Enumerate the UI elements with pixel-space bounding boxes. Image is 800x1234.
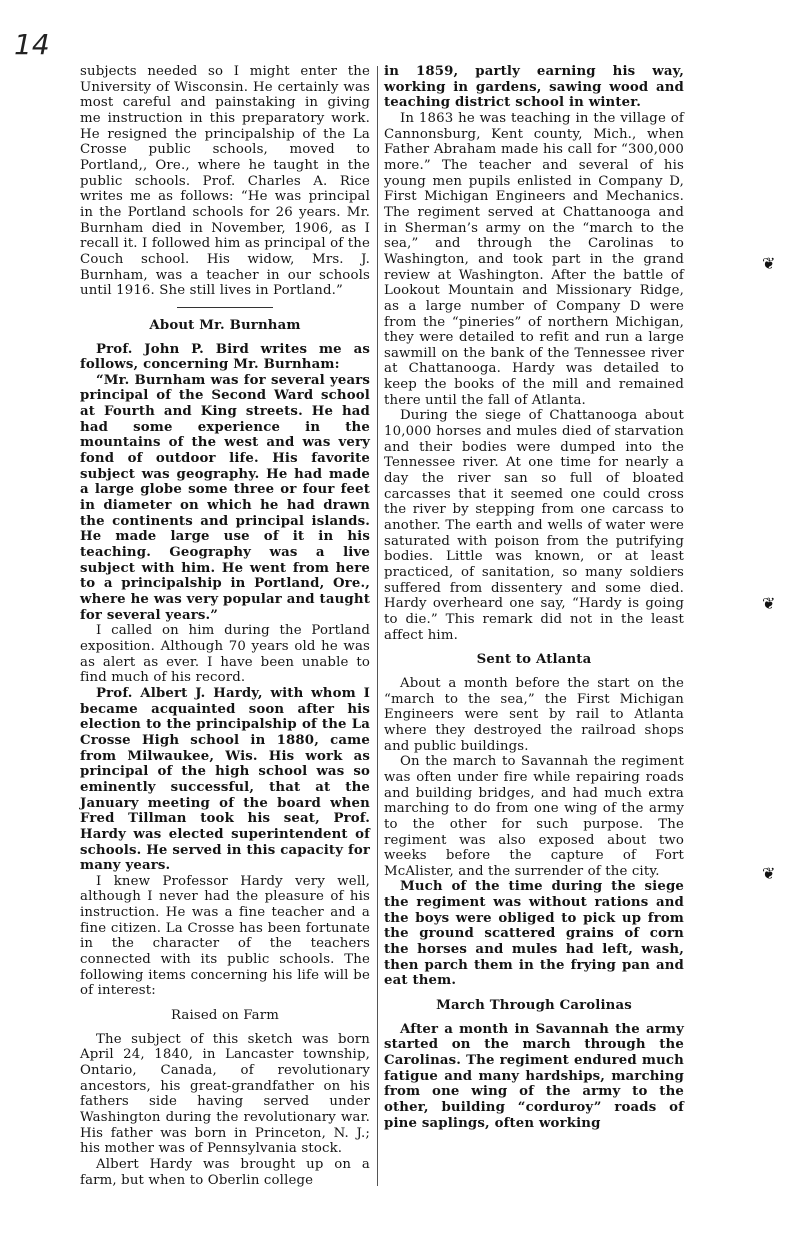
section-heading-march-through-carolinas: March Through Carolinas <box>436 998 632 1014</box>
paragraph: The subject of this sketch was born April 24, 1840, in Lancaster township, Ontario, Canada, of revolutionary ancestors, his great-grandfather on his fathers side having served under Washington during the revolutionary war. His father was born in Princeton, N. J.; his mother was of Pennsylvania stock. <box>80 1031 370 1157</box>
left-column <box>80 64 370 1188</box>
column-divider <box>377 66 378 1186</box>
paragraph: Albert Hardy was brought up on a farm, but when to Oberlin college <box>80 1156 370 1188</box>
section-heading-raised-on-farm: Raised on Farm <box>170 1008 280 1024</box>
paragraph: Prof. Albert J. Hardy, with whom I became acquainted soon after his election to the principalship of the La Crosse High school in 1880, came from Milwaukee, Wis. His work as principal of the high school was so eminently successful, that at the January meeting of the board when Fred Tillman took his seat, Prof. Hardy was elected superintendent of schools. He served in this capacity for many years. <box>80 685 370 874</box>
section-heading-about-mr-burnham: About Mr. Burnham <box>149 317 301 333</box>
page-number: 14 <box>14 28 50 61</box>
paragraph: I called on him during the Portland exposition. Although 70 years old he was as alert as ever. I have been unable to find much of his record. <box>80 623 370 686</box>
paragraph: in 1859, partly earning his way, working in gardens, sawing wood and teaching district school in winter. <box>384 64 684 111</box>
section-rule <box>177 307 273 308</box>
paragraph: About a month before the start on the “march to the sea,” the First Michigan Engineers were sent by rail to Atlanta where they destroyed the railroad shops and public buildings. <box>384 675 684 754</box>
margin-ornament-icon: ❦ <box>762 254 776 273</box>
paragraph: On the march to Savannah the regiment was often under fire while repairing roads and building bridges, and had much extra marching to do from one wing of the army to the other for such purpose. The regiment was also exposed about two weeks before the capture of Fort McAlister, and the surrender of the city. <box>384 754 684 879</box>
paragraph: In 1863 he was teaching in the village of Cannonsburg, Kent county, Mich., when Father Abraham made his call for “300,000 more.” The teacher and several of his young men pupils enlisted in Company D, First Michigan Engineers and Mechanics. The regiment served at Chattanooga and in Sherman’s army on the “march to the sea,” and through the Carolinas to Washington, and took part in the grand review at Washington. After the battle of Lookout Mountain and Missionary Ridge, as a large number of Company D were from the “pineries” of northern Michigan, they were detailed to refit and run a large sawmill on the bank of the Tennessee river at Chattanooga. Hardy was detailed to keep the books of the mill and remained there until the fall of Atlanta. <box>384 110 684 408</box>
section-heading-sent-to-atlanta: Sent to Atlanta <box>476 652 592 668</box>
paragraph: After a month in Savannah the army started on the march through the Carolinas. The regiment endured much fatigue and many hardships, marching from one wing of the army to the other, building “corduroy” roads of pine saplings, often working <box>384 1021 684 1131</box>
paragraph: I knew Professor Hardy very well, although I never had the pleasure of his instruction. He was a fine teacher and a fine citizen. La Crosse has been fortunate in the character of the teachers connected with its public schools. The following items concerning his life will be of interest: <box>80 873 370 999</box>
margin-ornament-icon: ❦ <box>762 594 776 613</box>
paragraph: subjects needed so I might enter the University of Wisconsin. He certainly was most careful and painstaking in giving me instruction in this preparatory work. He resigned the principalship of the La Crosse public schools, moved to Portland,, Ore., where he taught in the public schools. Prof. Charles A. Rice writes me as follows: “He was principal in the Portland schools for 26 years. Mr. Burnham died in November, 1906, as I recall it. I followed him as principal of the Couch school. His widow, Mrs. J. Burnham, was a teacher in our schools until 1916. She still lives in Portland.” <box>80 64 370 299</box>
paragraph: “Mr. Burnham was for several years principal of the Second Ward school at Fourth and King streets. He had had some experience in the mountains of the west and was very fond of outdoor life. His favorite subject was geography. He had made a large globe some three or four feet in diameter on which he had drawn the continents and principal islands. He made large use of it in his teaching. Geography was a live subject with him. He went from here to a principalship in Portland, Ore., where he was very popular and taught for several years.” <box>80 372 370 623</box>
paragraph: Prof. John P. Bird writes me as follows, concerning Mr. Burnham: <box>80 341 370 373</box>
paragraph: Much of the time during the siege the regiment was without rations and the boys were obliged to pick up from the ground scattered grains of corn the horses and mules had left, wash, then parch them in the frying pan and eat them. <box>384 879 684 989</box>
margin-ornament-icon: ❦ <box>762 864 776 883</box>
right-column <box>384 64 684 1131</box>
paragraph: During the siege of Chattanooga about 10,000 horses and mules died of starvation and their bodies were dumped into the Tennessee river. At one time for nearly a day the river san so full of bloated carcasses that it seemed one could cross the river by stepping from one carcass to another. The earth and wells of water were saturated with poison from the putrifying bodies. Little was known, or at least practiced, of sanitation, so many soldiers suffered from dissentery and some died. Hardy overheard one say, “Hardy is going to die.” This remark did not in the least affect him. <box>384 408 684 643</box>
